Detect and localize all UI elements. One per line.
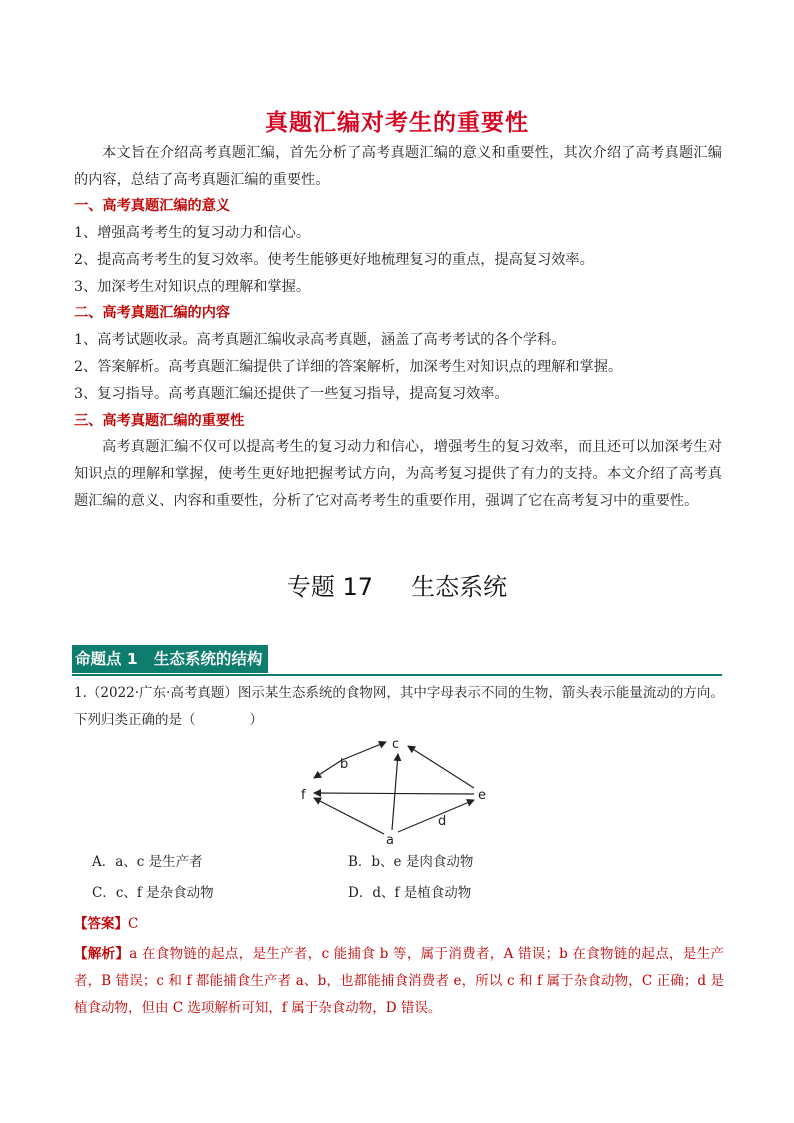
- explanation-text: a 在食物链的起点，是生产者，c 能捕食 b 等，属于消费者，A 错误；b 在食物链的起点，是生产者，B 错误；c 和 f 都能捕食生产者 a、b，也都能捕食消费者 e，所以 c 和 f 属于杂食动物，C 正确；d 是植食动物，但由 C 选项解析可知，f 属于杂食动物，D 错误。: [74, 946, 725, 1016]
- section-heading-1: 一、高考真题汇编的意义: [74, 198, 231, 214]
- node-label-e: e: [478, 788, 486, 803]
- node-label-f: f: [301, 788, 306, 803]
- node-label-d: d: [438, 814, 447, 829]
- option-d: D．d、f 是植食动物: [348, 885, 472, 901]
- section2-item-1: 1、高考试题收录。高考真题汇编收录高考真题，涵盖了高考考试的各个学科。: [74, 332, 566, 348]
- question-text: 1.（2022·广东·高考真题）图示某生态系统的食物网，其中字母表示不同的生物，箭头表示能量流动的方向。下列归类正确的是（ ）: [74, 685, 724, 728]
- option-b: B．b、e 是肉食动物: [348, 854, 474, 870]
- section1-item-3: 3、加深考生对知识点的理解和掌握。: [74, 279, 311, 295]
- answer-label: 【答案】: [74, 916, 128, 932]
- option-a: A．a、c 是生产者: [92, 854, 203, 870]
- answer-line: [74, 914, 138, 934]
- section2-item-2: 2、答案解析。高考真题汇编提供了详细的答案解析，加深考生对知识点的理解和掌握。: [74, 359, 623, 375]
- node-label-a: a: [386, 833, 394, 848]
- explanation: [74, 941, 724, 1022]
- arrow-a-d-e: [398, 800, 474, 832]
- topic-label: 专题 17: [286, 573, 374, 601]
- topic-point-badge: 命题点 1 生态系统的结构: [72, 645, 268, 673]
- arrow-e-c: [408, 746, 474, 788]
- arrow-a-f: [314, 798, 384, 834]
- section2-item-3: 3、复习指导。高考真题汇编还提供了一些复习指导，提高复习效率。: [74, 386, 509, 402]
- topic-heading: [0, 567, 794, 602]
- option-c: C．c、f 是杂食动物: [92, 885, 214, 901]
- section1-item-1: 1、增强高考考生的复习动力和信心。: [74, 225, 311, 241]
- page-title: 真题汇编对考生的重要性: [265, 110, 529, 136]
- arrow-a-c: [392, 754, 398, 830]
- intro-paragraph: 本文旨在介绍高考真题汇编，首先分析了高考真题汇编的意义和重要性，其次介绍了高考真题汇编的内容，总结了高考真题汇编的重要性。: [74, 145, 722, 188]
- explanation-label: 【解析】: [74, 946, 130, 962]
- node-label-c: c: [392, 737, 400, 752]
- section3-body: 高考真题汇编不仅可以提高考生的复习动力和信心，增强考生的复习效率，而且还可以加深考生对知识点的理解和掌握，使考生更好地把握考试方向，为高考复习提供了有力的支持。本文介绍了高考真题汇编的意义、内容和重要性，分析了它对高考考生的重要作用，强调了它在高考复习中的重要性。: [74, 439, 722, 509]
- section1-item-2: 2、提高高考考生的复习效率。使考生能够更好地梳理复习的重点，提高复习效率。: [74, 252, 594, 268]
- arrow-b-c: [342, 742, 386, 760]
- topic-name: 生态系统: [411, 573, 508, 601]
- node-label-b: b: [340, 757, 349, 772]
- answer-value: C: [128, 916, 139, 932]
- badge-underline: [72, 674, 722, 676]
- arrow-e-f: [314, 793, 474, 794]
- section-heading-3: 三、高考真题汇编的重要性: [74, 413, 245, 429]
- arrow-b-f: [314, 760, 342, 778]
- section-heading-2: 二、高考真题汇编的内容: [74, 305, 231, 321]
- food-web-diagram: [290, 730, 510, 848]
